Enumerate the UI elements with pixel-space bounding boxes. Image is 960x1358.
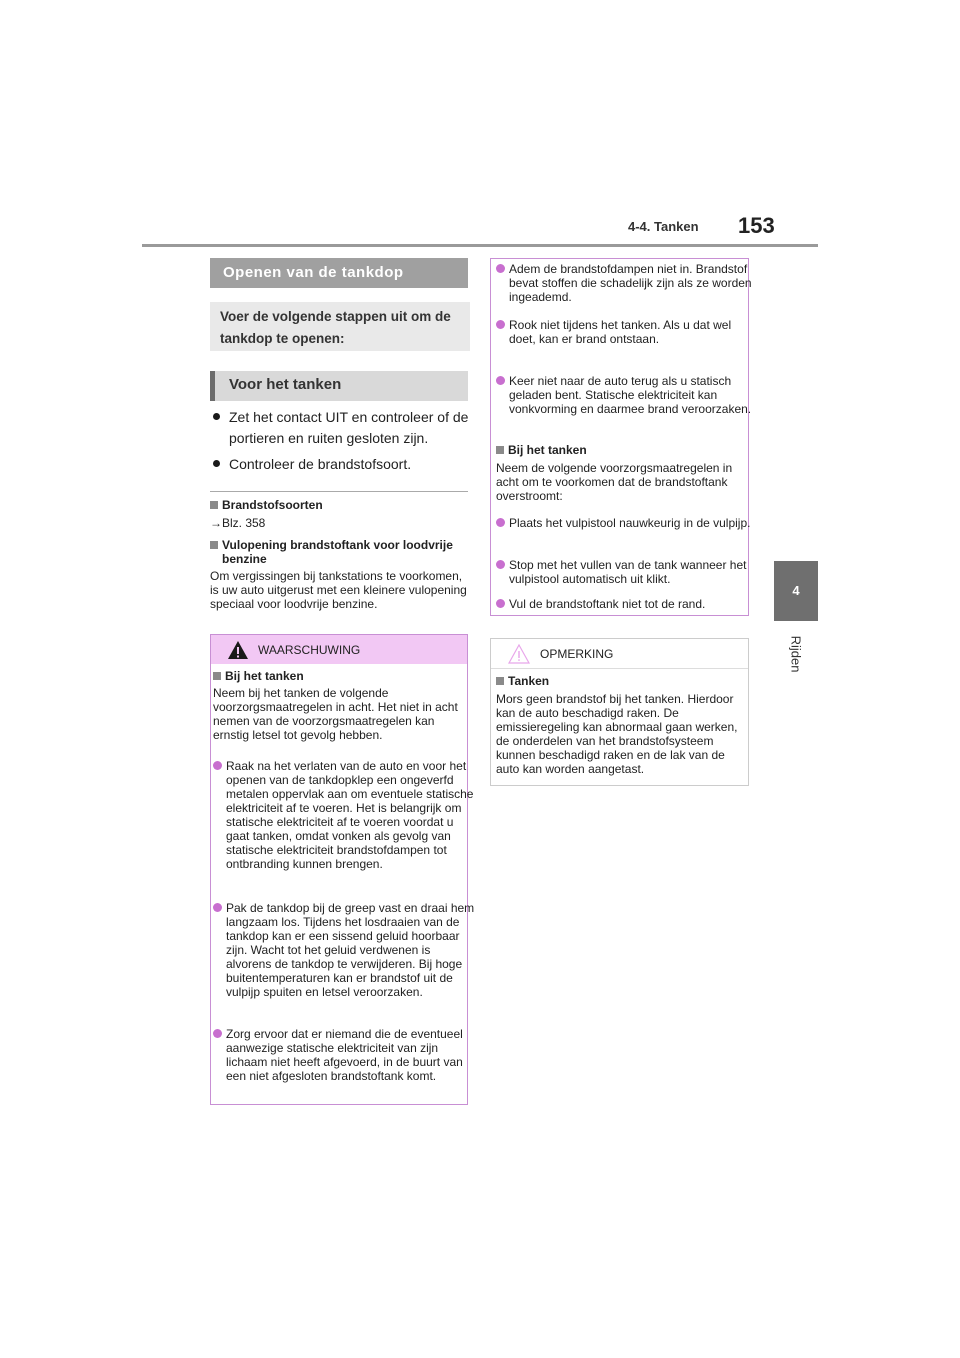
square-bullet-icon: [213, 672, 221, 680]
warning-box-continued: [490, 258, 752, 616]
warning-section: Bij het tanken Neem bij het tanken de volgende voorzorgsmaatregelen in acht. Het niet in acht nemen van de voorzorgsmaatregelen kan ernstig letsel tot gevolg hebben.: [213, 669, 458, 742]
main-heading: Openen van de tankdop: [210, 258, 468, 288]
chapter-tab-number[interactable]: 4: [774, 561, 818, 621]
notice-triangle-icon: [507, 643, 531, 665]
list-item: Raak na het verlaten van de auto en voor het openen van de tankdopklep een ongeverfd metalen oppervlak aan om eventuele statische elektriciteit af te voeren. Het is belangrijk om statische elektriciteit af te voeren voordat u gaat tanken, omdat vonken als gevolg van statische elektriciteit brandstofdampen tot ontbranding kunnen brengen.: [213, 759, 475, 871]
chapter-tab-label: Rijden: [788, 635, 804, 673]
bullet-icon: [213, 903, 222, 912]
divider: [210, 491, 468, 492]
section-title: 4-4. Tanken: [628, 219, 699, 234]
intro-box: Voer de volgende stappen uit om de tankdop te openen:: [210, 302, 470, 351]
list-item: Stop met het vullen van de tank wanneer het vulpistool automatisch uit klikt.: [496, 558, 754, 586]
list-item: Vul de brandstoftank niet tot de rand.: [496, 597, 754, 611]
square-bullet-icon: [210, 541, 218, 549]
list-item: Rook niet tijdens het tanken. Als u dat wel doet, kan er brand ontstaan.: [496, 318, 754, 346]
warning-box: [210, 634, 475, 1105]
sub-heading: Voor het tanken: [210, 371, 468, 401]
square-bullet-icon: [496, 677, 504, 685]
warning-header: [211, 635, 467, 664]
bullet-icon: [496, 599, 505, 608]
list-item: Zorg ervoor dat er niemand die de eventueel aanwezige statische elektriciteit van zijn lichaam niet heeft afgevoerd, in de buurt van een niet afgesloten brandstoftank komt.: [213, 1027, 475, 1083]
list-item: Pak de tankdop bij de greep vast en draai hem langzaam los. Tijdens het losdraaien van de tankdop kan er een sissend geluid hoorbaar zijn. Wacht tot het geluid verdwenen is alvorens de tankdop te verwijderen. Bij hoge buitentemperaturen kan er brandstof uit de vulpijp spuiten en letsel veroorzaken.: [213, 901, 475, 999]
warning-section: Bij het tanken Neem de volgende voorzorgsmaatregelen in acht om te voorkomen dat de brandstoftank overstroomt:: [496, 443, 733, 503]
bullet-icon: [496, 560, 505, 569]
warning-label: WAARSCHUWING: [258, 643, 361, 657]
list-item: Adem de brandstofdampen niet in. Brandstof bevat stoffen die schadelijk zijn als ze worden ingeademd.: [496, 262, 754, 304]
notice-label: OPMERKING: [540, 647, 614, 661]
page-number: 153: [738, 213, 775, 238]
list-item: Keer niet naar de auto terug als u statisch geladen bent. Statische elektriciteit kan vonkvorming en daarmee brand veroorzaken.: [496, 374, 754, 416]
warning-triangle-icon: [227, 640, 249, 660]
notice-header: [491, 639, 748, 669]
bullet-icon: [496, 320, 505, 329]
notice-section: Tanken Mors geen brandstof bij het tanken. Hierdoor kan de auto beschadigd raken. De emissieregeling kan abnormaal gaan werken, de onderdelen van het brandstofsysteem kunnen beschadigd raken en de lak van de auto kan worden aangetast.: [496, 674, 738, 776]
bullet-icon: [496, 518, 505, 527]
page-reference-link[interactable]: →Blz. 358: [210, 516, 266, 530]
header-divider: [142, 244, 818, 247]
note-fuel-types: Brandstofsoorten →Blz. 358: [210, 498, 468, 530]
bullet-icon: [496, 376, 505, 385]
notice-box: [490, 638, 749, 786]
bullet-icon: [213, 1029, 222, 1038]
square-bullet-icon: [210, 501, 218, 509]
list-item: Plaats het vulpistool nauwkeurig in de vulpijp.: [496, 516, 754, 530]
note-filler-opening: Vulopening brandstoftank voor loodvrije benzine Om vergissingen bij tankstations te voorkomen, is uw auto uitgerust met een kleinere vulopening speciaal voor loodvrije benzine.: [210, 538, 467, 611]
list-item: Controleer de brandstofsoort.: [213, 454, 473, 475]
step-list: [213, 407, 473, 480]
square-bullet-icon: [496, 446, 504, 454]
bullet-icon: [213, 460, 220, 467]
list-item: Zet het contact UIT en controleer of de portieren en ruiten gesloten zijn.: [213, 407, 473, 449]
bullet-icon: [213, 413, 220, 420]
bullet-icon: [213, 761, 222, 770]
bullet-icon: [496, 264, 505, 273]
